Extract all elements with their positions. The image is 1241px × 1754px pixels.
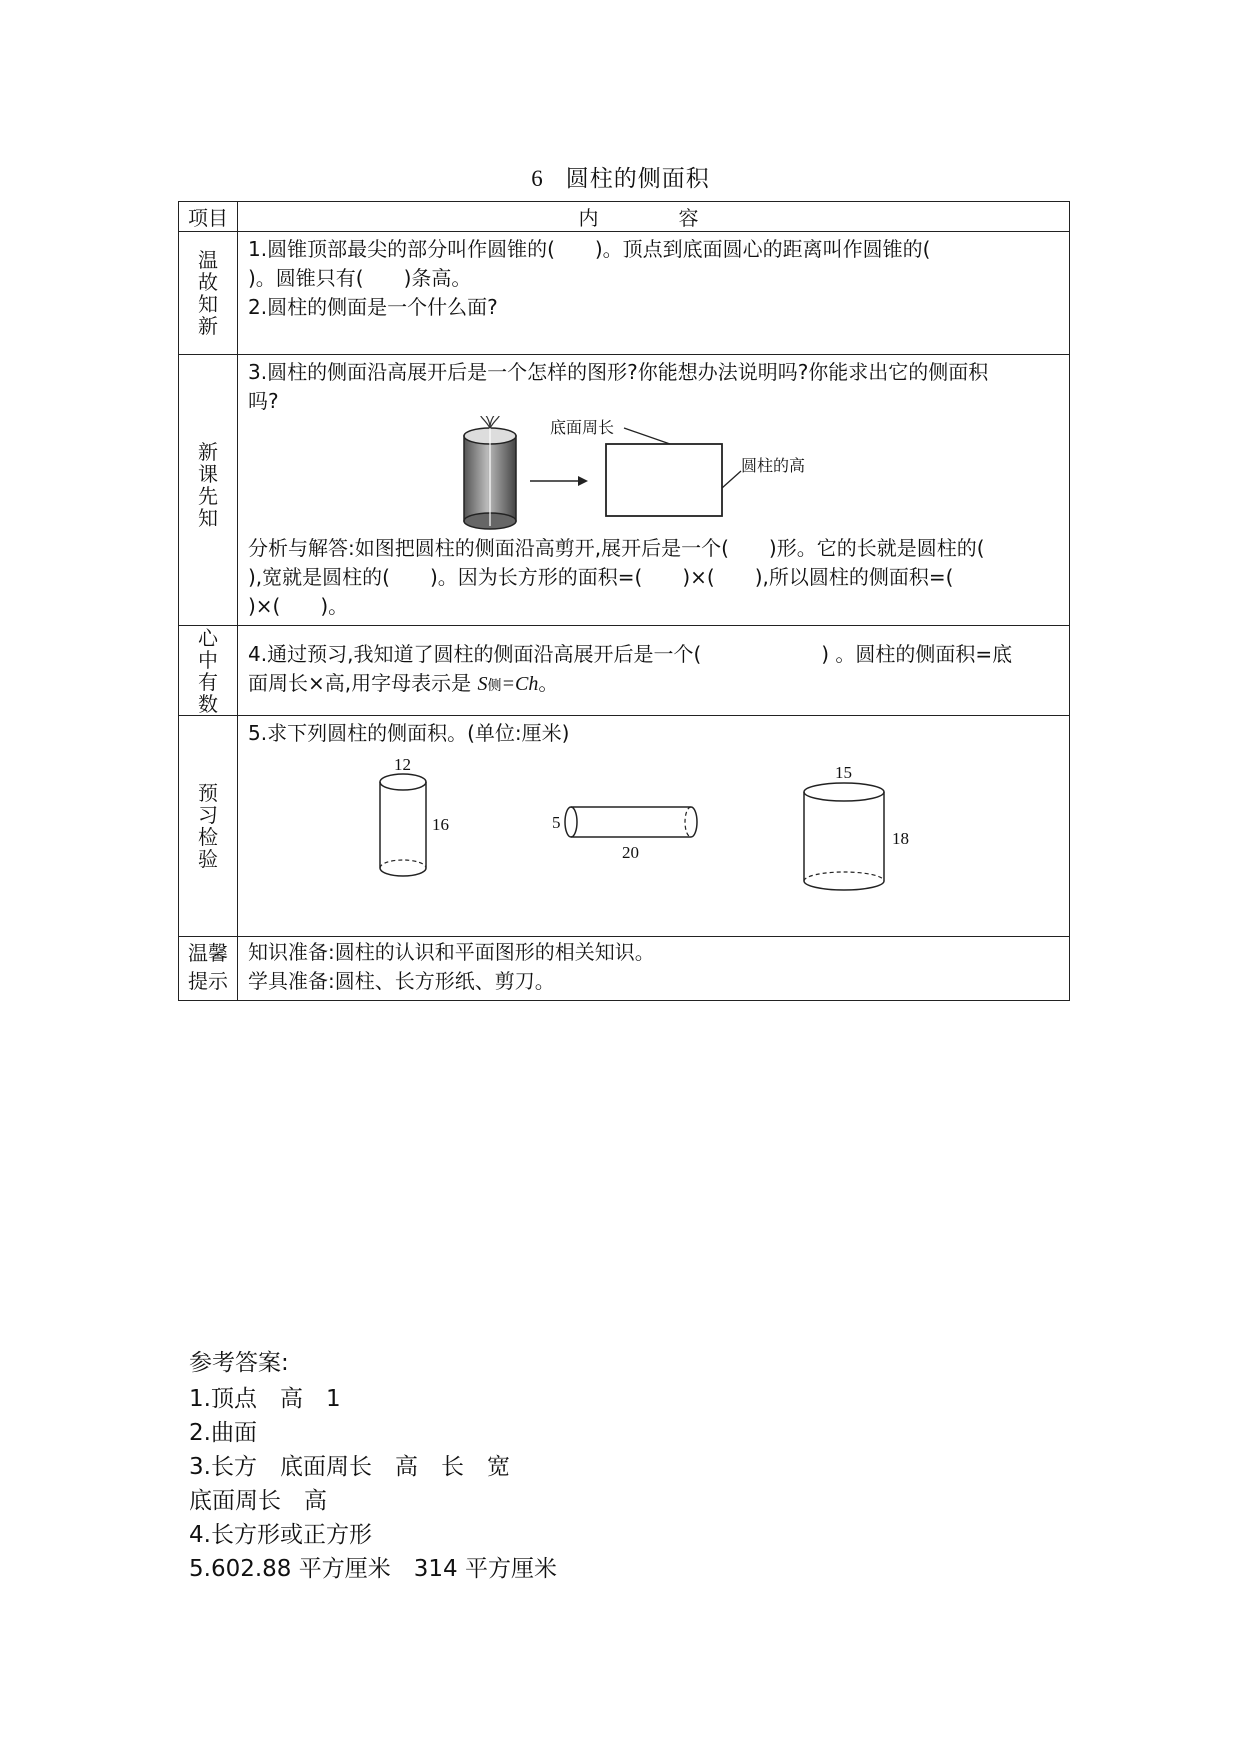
arrow-right xyxy=(530,476,588,486)
page-title xyxy=(0,160,1241,193)
title-number: 6 xyxy=(531,166,544,191)
table-row xyxy=(179,716,1070,937)
review-content: 1.圆锥顶部最尖的部分叫作圆锥的( )。顶点到底面圆心的距离叫作圆锥的( )。圆锥只有( )条高。 2.圆柱的侧面是一个什么面? xyxy=(248,237,931,319)
formula-sub: 侧 xyxy=(487,678,502,694)
header-item: 项目 xyxy=(179,202,238,232)
new-lesson-content: 3.圆柱的侧面沿高展开后是一个怎样的图形?你能想办法说明吗?你能求出它的侧面积 吗? 底面周长 圆柱的高 分析与解答:如图把圆柱的侧面沿高剪开,展开后是一个( )形。它的长就是圆柱的( ),宽就是圆柱的( )。因为长方形的面积=( )×( ),所以圆柱的侧面积=( )×( )。 xyxy=(238,355,1069,625)
title-text: 圆柱的侧面积 xyxy=(565,166,710,192)
row-label: 温 故 知 新 xyxy=(198,248,218,338)
tips-content: 知识准备:圆柱的认识和平面图形的相关知识。 学具准备:圆柱、长方形纸、剪刀。 xyxy=(248,940,655,993)
cylinder-2 xyxy=(552,807,697,862)
cyl3-top: 15 xyxy=(835,763,852,782)
table-row xyxy=(179,232,1070,355)
answer-line: 1.顶点 高 1 xyxy=(189,1386,341,1412)
row-label: 心 中 有 数 xyxy=(198,625,218,716)
row-label: 新 课 先 知 xyxy=(198,439,218,530)
unfolded-rectangle xyxy=(606,444,722,516)
cylinder-3 xyxy=(804,763,909,890)
table-row xyxy=(179,355,1070,626)
cyl2-left: 5 xyxy=(552,813,561,832)
answer-heading: 参考答案: xyxy=(189,1350,289,1376)
lesson-table xyxy=(178,201,1070,1001)
header-content: 内 容 xyxy=(238,202,1070,232)
label-base-circumference: 底面周长 xyxy=(550,418,615,437)
practice-content: 5.求下列圆柱的侧面积。(单位:厘米) 12 16 5 20 15 18 xyxy=(238,716,1069,902)
answer-line: 3.长方 底面周长 高 长 宽 xyxy=(189,1454,510,1480)
summary-content: 4.通过预习,我知道了圆柱的侧面沿高展开后是一个( ) 。圆柱的侧面积=底 面周长×高,用字母表示是 S侧=Ch。 xyxy=(248,642,1013,695)
practice-cylinders xyxy=(248,748,1118,898)
cyl2-bottom: 20 xyxy=(622,843,639,862)
cyl3-side: 18 xyxy=(892,829,909,848)
table-row xyxy=(179,937,1070,1001)
label-cylinder-height: 圆柱的高 xyxy=(741,456,806,475)
answer-line: 5.602.88 平方厘米 314 平方厘米 xyxy=(189,1556,557,1582)
row-label: 温馨 提示 xyxy=(188,941,228,993)
unfold-diagram xyxy=(248,416,1118,534)
answer-line: 底面周长 高 xyxy=(189,1488,327,1514)
answer-line: 4.长方形或正方形 xyxy=(189,1522,372,1548)
cylinder-1 xyxy=(380,755,449,876)
answer-line: 2.曲面 xyxy=(189,1420,257,1446)
cyl1-top: 12 xyxy=(394,755,411,774)
cylinder-with-bow xyxy=(464,416,516,529)
cyl1-side: 16 xyxy=(432,815,449,834)
table-row xyxy=(179,626,1070,716)
formula-s: S xyxy=(477,673,488,695)
formula-rest: =Ch xyxy=(501,673,539,695)
table-header-row xyxy=(179,202,1070,232)
answer-key xyxy=(189,1346,557,1586)
row-label: 预 习 检 验 xyxy=(198,781,218,871)
